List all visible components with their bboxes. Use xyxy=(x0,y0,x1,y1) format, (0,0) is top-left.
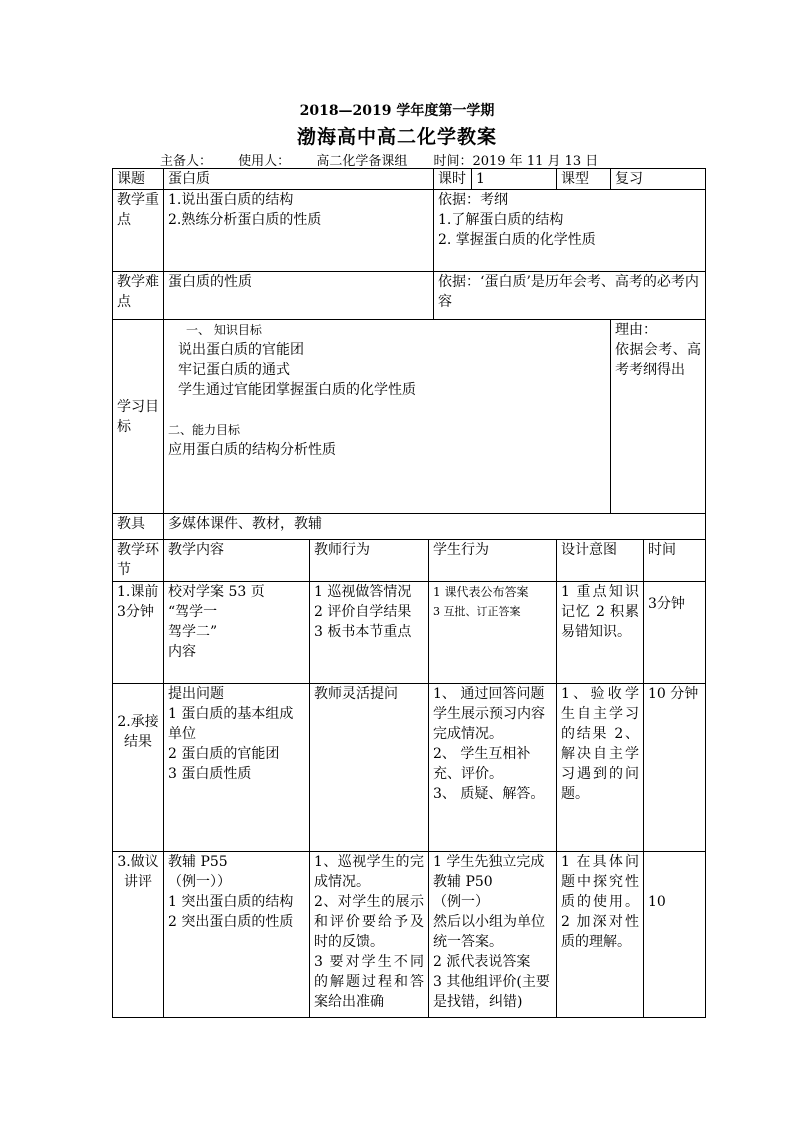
teacher-line: 3 板书本节重点 xyxy=(314,624,412,640)
knowledge-title: 一、 知识目标 xyxy=(186,323,262,337)
student-line: 2 派代表说答案 xyxy=(433,954,531,970)
student-line: 1、 通过回答问题学生展示预习内容完成情况。 xyxy=(433,686,545,742)
stage-label: 3.做议讲评 xyxy=(113,852,164,1018)
key-points-row xyxy=(113,190,706,272)
stage-design: 1 重点知识记忆 2 积累易错知识。 xyxy=(557,582,644,684)
content-line: 提出问题 xyxy=(168,686,224,702)
stage-student xyxy=(429,684,557,852)
stage-content xyxy=(164,582,310,684)
content-line: 驾学二” xyxy=(168,624,218,640)
header-design: 设计意图 xyxy=(557,540,644,582)
date-text: 时间：2019 年 11 月 13 日 xyxy=(433,154,599,169)
teacher-line: 1、巡视学生的完成情况。 xyxy=(314,854,424,890)
tools-value: 多媒体课件、教材，教辅 xyxy=(164,514,706,540)
process-header-row xyxy=(113,540,706,582)
key-points-basis xyxy=(434,190,706,272)
stage-teacher xyxy=(310,684,429,852)
content-line: 内容 xyxy=(168,644,196,660)
key-point-item: 1.说出蛋白质的结构 xyxy=(168,192,294,208)
goals-label: 学习目标 xyxy=(113,320,164,514)
stage-time: 10 xyxy=(644,852,706,1018)
stage-label: 1.课前3分钟 xyxy=(113,582,164,684)
student-line: 1 学生先独立完成教辅 P50 xyxy=(433,854,545,890)
difficulty-basis: 依据：‘蛋白质’是历年会考、高考的必考内容 xyxy=(434,272,706,320)
stage-teacher xyxy=(310,852,429,1018)
student-line: 3 其他组评价(主要是找错，纠错) xyxy=(433,974,550,1010)
preparer-label: 主备人： xyxy=(160,154,213,169)
lesson-plan-table xyxy=(112,168,706,1018)
content-line: 3 蛋白质性质 xyxy=(168,766,252,782)
goals-content xyxy=(164,320,611,514)
tools-label: 教具 xyxy=(113,514,164,540)
content-line: 1 蛋白质的基本组成单位 xyxy=(168,706,294,742)
stage-design: 1、验收学生自主学习的结果 2、解决自主学习遇到的问题。 xyxy=(557,684,644,852)
school-year-heading: 2018—2019 学年度第一学期 xyxy=(299,103,495,119)
difficulty-value: 蛋白质的性质 xyxy=(164,272,434,320)
stage-row xyxy=(113,852,706,1018)
student-line: 1 课代表公布答案 xyxy=(433,585,529,599)
stage-row xyxy=(113,582,706,684)
header-time: 时间 xyxy=(644,540,706,582)
user-label: 使用人： xyxy=(238,154,291,169)
teacher-line: 3 要对学生不同的解题过程和答案给出准确 xyxy=(314,954,424,1010)
header-stage: 教学环节 xyxy=(113,540,164,582)
topic-row xyxy=(113,169,706,190)
stage-teacher xyxy=(310,582,429,684)
stage-design: 1 在具体问题中探究性质的使用。 2 加深对性质的理解。 xyxy=(557,852,644,1018)
tools-row xyxy=(113,514,706,540)
header-teacher: 教师行为 xyxy=(310,540,429,582)
student-line: 3、 质疑、解答。 xyxy=(433,786,545,802)
type-value: 复习 xyxy=(611,169,706,190)
difficulty-label: 教学难点 xyxy=(113,272,164,320)
type-label: 课型 xyxy=(557,169,611,190)
content-line: 1 突出蛋白质的结构 xyxy=(168,894,294,910)
ability-item: 应用蛋白质的结构分析性质 xyxy=(168,442,336,458)
knowledge-item: 学生通过官能团掌握蛋白质的化学性质 xyxy=(178,382,416,398)
topic-label: 课题 xyxy=(113,169,164,190)
teacher-line: 2 评价自学结果 xyxy=(314,604,412,620)
teacher-line: 教师灵活提问 xyxy=(314,686,398,702)
topic-value: 蛋白质 xyxy=(164,169,434,190)
document-title: 渤海高中高二化学教案 xyxy=(296,126,497,148)
header-student: 学生行为 xyxy=(429,540,557,582)
basis-item: 1.了解蛋白质的结构 xyxy=(438,212,564,228)
key-point-item: 2.熟练分析蛋白质的性质 xyxy=(168,212,322,228)
student-line: 3 互批、订正答案 xyxy=(433,605,521,618)
stage-student xyxy=(429,852,557,1018)
stage-time: 10 分钟 xyxy=(644,684,706,852)
teacher-line: 2、对学生的展示和评价要给予及时的反馈。 xyxy=(314,894,424,950)
hours-value: 1 xyxy=(472,169,557,190)
goals-reason xyxy=(611,320,706,514)
stage-content xyxy=(164,852,310,1018)
content-line: 2 蛋白质的官能团 xyxy=(168,746,280,762)
stage-student xyxy=(429,582,557,684)
reason-text: 依据会考、高考考纲得出 xyxy=(615,342,701,378)
stage-content xyxy=(164,684,310,852)
student-line: （例一） xyxy=(433,894,489,910)
group-name: 高二化学备课组 xyxy=(316,154,408,169)
ability-title: 二、能力目标 xyxy=(168,423,241,437)
reason-title: 理由： xyxy=(615,322,657,338)
key-points-label: 教学重点 xyxy=(113,190,164,272)
basis-item: 2. 掌握蛋白质的化学性质 xyxy=(438,232,596,248)
stage-label: 2.承接结果 xyxy=(113,684,164,852)
knowledge-item: 说出蛋白质的官能团 xyxy=(178,342,304,358)
content-line: “驾学一 xyxy=(168,604,218,620)
meta-line xyxy=(160,150,620,169)
content-line: （例一）） xyxy=(168,874,231,890)
goals-row xyxy=(113,320,706,514)
key-points-content xyxy=(164,190,434,272)
stage-row xyxy=(113,684,706,852)
content-line: 校对学案 53 页 xyxy=(168,584,265,600)
student-line: 然后以小组为单位统一答案。 xyxy=(433,914,545,950)
stage-time: 3分钟 xyxy=(644,582,706,684)
basis-title: 依据：考纲 xyxy=(438,192,508,208)
header-content: 教学内容 xyxy=(164,540,310,582)
teacher-line: 1 巡视做答情况 xyxy=(314,584,412,600)
content-line: 2 突出蛋白质的性质 xyxy=(168,914,294,930)
hours-label: 课时 xyxy=(434,169,472,190)
content-line: 教辅 P55 xyxy=(168,854,228,870)
student-line: 2、 学生互相补充、评价。 xyxy=(433,746,531,782)
knowledge-item: 牢记蛋白质的通式 xyxy=(178,362,290,378)
difficulty-row xyxy=(113,272,706,320)
